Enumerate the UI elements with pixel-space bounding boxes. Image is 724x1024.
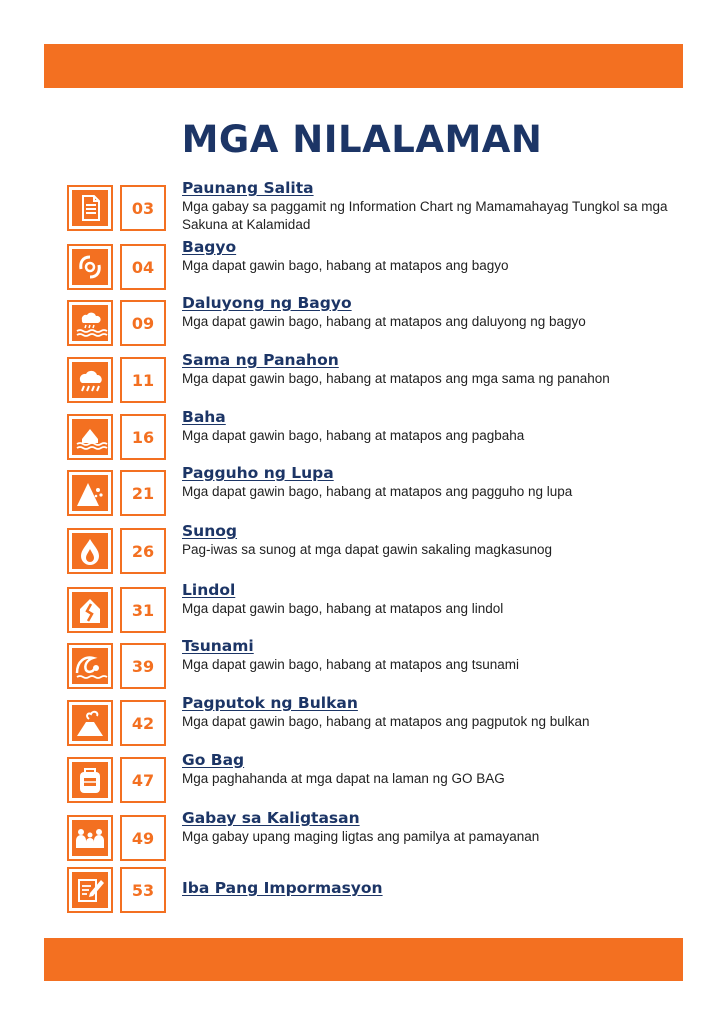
- page-number: 16: [120, 414, 166, 460]
- page-number: 09: [120, 300, 166, 346]
- entry-title-link[interactable]: Pagputok ng Bulkan: [182, 694, 358, 712]
- toc-entry-pagputok-ng-bulkan[interactable]: [67, 694, 707, 746]
- entry-title-link[interactable]: Paunang Salita: [182, 179, 314, 197]
- entry-description: Mga dapat gawin bago, habang at matapos ang tsunami: [182, 657, 519, 672]
- page-number: 53: [120, 867, 166, 913]
- toc-entry-gabay-sa-kaligtasan[interactable]: [67, 809, 707, 861]
- entry-title-link[interactable]: Daluyong ng Bagyo: [182, 294, 352, 312]
- document-icon: [67, 185, 113, 231]
- page-number: 21: [120, 470, 166, 516]
- page-number: 47: [120, 757, 166, 803]
- page-number: 42: [120, 700, 166, 746]
- toc-entry-tsunami[interactable]: [67, 637, 707, 689]
- storm-surge-icon: [67, 300, 113, 346]
- toc-entry-sunog[interactable]: [67, 522, 707, 574]
- earthquake-icon: [67, 587, 113, 633]
- entry-description: Mga gabay sa paggamit ng Information Chart ng Mamamahayag Tungkol sa mga Sakuna at Kalamidad: [182, 199, 668, 232]
- typhoon-icon: [67, 244, 113, 290]
- entry-title-link[interactable]: Bagyo: [182, 238, 237, 256]
- go-bag-icon: [67, 757, 113, 803]
- entry-description: Mga dapat gawin bago, habang at matapos ang pagputok ng bulkan: [182, 714, 590, 729]
- page-number: 31: [120, 587, 166, 633]
- entry-title-link[interactable]: Pagguho ng Lupa: [182, 464, 334, 482]
- entry-title-link[interactable]: Baha: [182, 408, 226, 426]
- tsunami-icon: [67, 643, 113, 689]
- entry-title-link[interactable]: Iba Pang Impormasyon: [182, 879, 383, 897]
- fire-icon: [67, 528, 113, 574]
- page-number: 11: [120, 357, 166, 403]
- page-number: 39: [120, 643, 166, 689]
- entry-title-link[interactable]: Sunog: [182, 522, 237, 540]
- page-number: 26: [120, 528, 166, 574]
- flood-house-icon: [67, 414, 113, 460]
- entry-description: Mga dapat gawin bago, habang at matapos ang lindol: [182, 601, 504, 616]
- toc-entry-paunang-salita[interactable]: [67, 179, 707, 232]
- page-number: 04: [120, 244, 166, 290]
- landslide-icon: [67, 470, 113, 516]
- entry-description: Mga dapat gawin bago, habang at matapos ang mga sama ng panahon: [182, 371, 610, 386]
- toc-entry-go-bag[interactable]: [67, 751, 707, 803]
- bottom-orange-band: [44, 938, 683, 981]
- entry-title-link[interactable]: Tsunami: [182, 637, 254, 655]
- entry-title-link[interactable]: Go Bag: [182, 751, 245, 769]
- entry-title-link[interactable]: Gabay sa Kaligtasan: [182, 809, 360, 827]
- rain-cloud-icon: [67, 357, 113, 403]
- page-number: 03: [120, 185, 166, 231]
- entry-description: Mga dapat gawin bago, habang at matapos ang pagguho ng lupa: [182, 484, 573, 499]
- entry-title-link[interactable]: Sama ng Panahon: [182, 351, 339, 369]
- volcano-icon: [67, 700, 113, 746]
- toc-entry-iba-pang-impormasyon[interactable]: [67, 867, 707, 913]
- entry-title-link[interactable]: Lindol: [182, 581, 236, 599]
- page-title: MGA NILALAMAN: [181, 118, 543, 161]
- toc-entry-lindol[interactable]: [67, 581, 707, 633]
- entry-description: Mga gabay upang maging ligtas ang pamilya at pamayanan: [182, 829, 540, 844]
- toc-entry-pagguho-ng-lupa[interactable]: [67, 464, 707, 516]
- toc-entry-baha[interactable]: [67, 408, 707, 460]
- entry-description: Mga dapat gawin bago, habang at matapos ang daluyong ng bagyo: [182, 314, 586, 329]
- entry-description: Pag-iwas sa sunog at mga dapat gawin sakaling magkasunog: [182, 542, 552, 557]
- toc-entry-daluyong-ng-bagyo[interactable]: [67, 294, 707, 346]
- entry-description: Mga paghahanda at mga dapat na laman ng GO BAG: [182, 771, 505, 786]
- entry-description: Mga dapat gawin bago, habang at matapos ang bagyo: [182, 258, 509, 273]
- toc-entry-sama-ng-panahon[interactable]: [67, 351, 707, 403]
- entry-description: Mga dapat gawin bago, habang at matapos ang pagbaha: [182, 428, 525, 443]
- notepad-pen-icon: [67, 867, 113, 913]
- family-icon: [67, 815, 113, 861]
- toc-entry-bagyo[interactable]: [67, 238, 707, 290]
- page-number: 49: [120, 815, 166, 861]
